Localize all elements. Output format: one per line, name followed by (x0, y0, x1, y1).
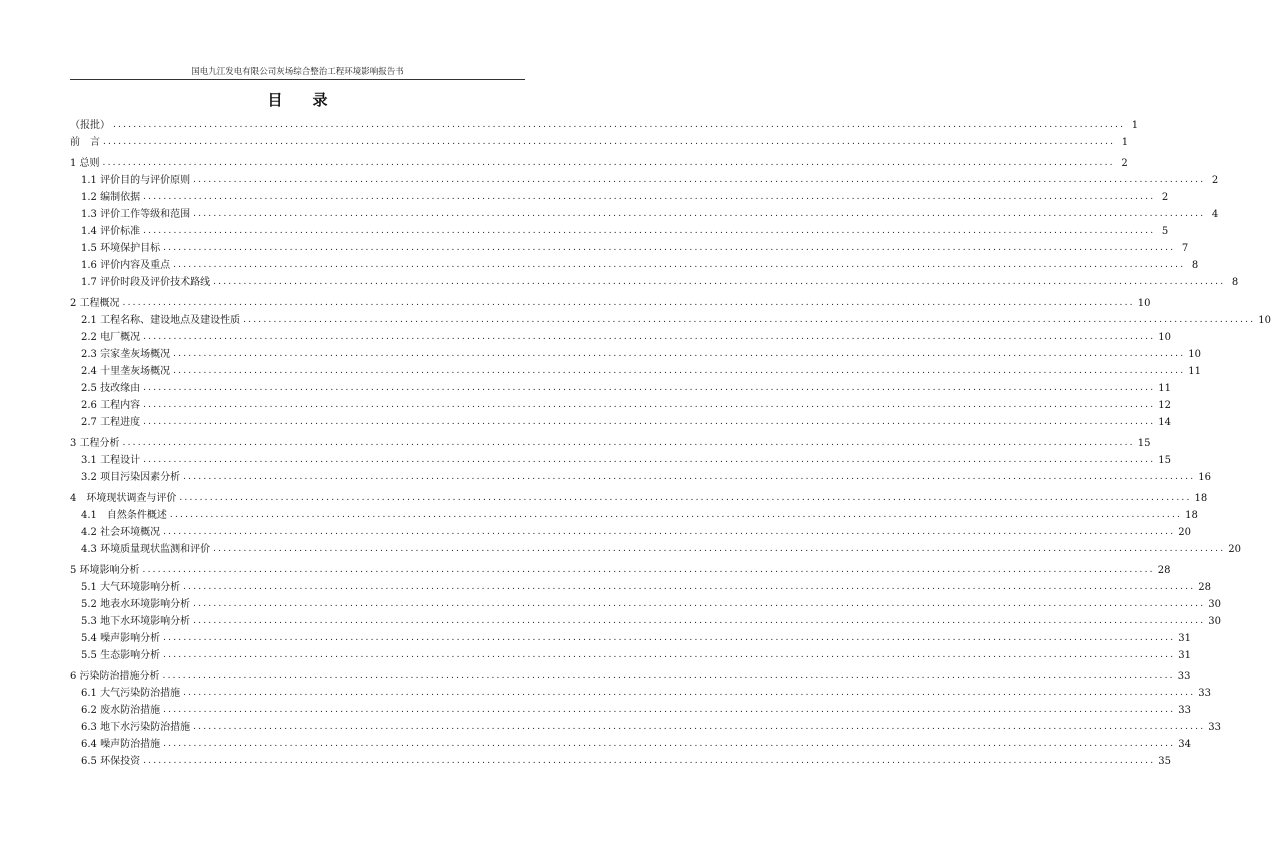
toc-entry-label: 前 言 (70, 137, 100, 148)
toc-page-number: 11 (1158, 383, 1171, 394)
toc-dot-leader: ........................................................................................................................................................................................................ (143, 192, 1156, 202)
toc-dot-leader: ........................................................................................................................................................................................................ (213, 544, 1226, 554)
toc-entry-label: 2.3 宗家垄灰场概况 (81, 349, 171, 360)
toc-dot-leader: ........................................................................................................................................................................................................ (163, 527, 1176, 537)
toc-entry-label: 4.2 社会环境概况 (81, 527, 161, 538)
toc-page-number: 30 (1208, 599, 1221, 610)
toc-dot-leader: ........................................................................................................................................................................................................ (163, 705, 1176, 715)
toc-dot-leader: ........................................................................................................................................................................................................ (142, 565, 1155, 575)
toc-page-number: 10 (1158, 332, 1171, 343)
toc-section-entry[interactable] (70, 223, 1169, 240)
toc-dot-leader: ........................................................................................................................................................................................................ (143, 332, 1156, 342)
toc-dot-leader: ........................................................................................................................................................................................................ (173, 366, 1186, 376)
toc-section-entry[interactable] (70, 507, 1198, 524)
header-rule (70, 79, 525, 80)
page-header: 国电九江发电有限公司灰场综合整治工程环境影响报告书 (191, 67, 404, 77)
toc-page-number: 33 (1198, 688, 1211, 699)
toc-page-number: 2 (1161, 192, 1169, 203)
toc-section-entry[interactable] (70, 172, 1219, 189)
toc-entry-label: 4 环境现状调查与评价 (70, 493, 177, 504)
toc-chapter-entry[interactable] (70, 668, 1191, 685)
toc-dot-leader: ........................................................................................................................................................................................................ (143, 417, 1156, 427)
toc-section-entry[interactable] (70, 329, 1171, 346)
toc-page-number: 35 (1158, 756, 1171, 767)
toc-dot-leader: ........................................................................................................................................................................................................ (143, 400, 1156, 410)
toc-dot-leader: ........................................................................................................................................................................................................ (162, 671, 1175, 681)
toc-page-number: 12 (1158, 400, 1171, 411)
toc-entry-label: 6 污染防治措施分析 (70, 671, 160, 682)
toc-entry-label: 5.4 噪声影响分析 (81, 633, 161, 644)
toc-page-number: 33 (1177, 671, 1191, 682)
toc-section-entry[interactable] (70, 452, 1171, 469)
toc-entry-label: 5 环境影响分析 (70, 565, 140, 576)
toc-page-number: 33 (1208, 722, 1221, 733)
toc-page-number: 2 (1121, 158, 1128, 169)
toc-page-number: 28 (1157, 565, 1171, 576)
toc-dot-leader: ........................................................................................................................................................................................................ (193, 599, 1206, 609)
toc-chapter-entry[interactable] (70, 295, 1151, 312)
toc-entry-label: 5.5 生态影响分析 (81, 650, 161, 661)
toc-page-number: 16 (1198, 472, 1211, 483)
toc-page-number: 10 (1188, 349, 1201, 360)
toc-dot-leader: ........................................................................................................................................................................................................ (183, 688, 1196, 698)
toc-entry-label: 4.1 自然条件概述 (81, 510, 167, 521)
toc-section-entry[interactable] (70, 647, 1191, 664)
toc-entry-label: 2.1 工程名称、建设地点及建设性质 (81, 315, 241, 326)
toc-chapter-entry[interactable] (70, 435, 1151, 452)
toc-page-number: 11 (1188, 366, 1201, 377)
toc-dot-leader: ........................................................................................................................................................................................................ (122, 438, 1135, 448)
toc-section-entry[interactable] (70, 736, 1191, 753)
toc-dot-leader: ........................................................................................................................................................................................................ (173, 349, 1186, 359)
toc-dot-leader: ........................................................................................................................................................................................................ (179, 493, 1192, 503)
toc-section-entry[interactable] (70, 753, 1171, 770)
toc-dot-leader: ........................................................................................................................................................................................................ (213, 277, 1226, 287)
toc-section-entry[interactable] (70, 206, 1219, 223)
toc-entry-label: 6.2 废水防治措施 (81, 705, 161, 716)
toc-dot-leader: ........................................................................................................................................................................................................ (193, 616, 1206, 626)
toc-section-entry[interactable] (70, 274, 1239, 291)
toc-entry-label: 1.3 评价工作等级和范围 (81, 209, 191, 220)
toc-entry-label: 6.5 环保投资 (81, 756, 141, 767)
toc-entry-label: 6.4 噪声防治措施 (81, 739, 161, 750)
toc-section-entry[interactable] (70, 469, 1211, 486)
toc-entry-label: 1 总则 (70, 158, 100, 169)
toc-dot-leader: ........................................................................................................................................................................................................ (103, 137, 1116, 147)
toc-section-entry[interactable] (70, 240, 1189, 257)
toc-dot-leader: ........................................................................................................................................................................................................ (193, 209, 1206, 219)
toc-section-entry[interactable] (70, 414, 1171, 431)
toc-dot-leader: ........................................................................................................................................................................................................ (163, 739, 1176, 749)
toc-page-number: 2 (1211, 175, 1219, 186)
toc-dot-leader: ........................................................................................................................................................................................................ (163, 633, 1176, 643)
toc-dot-leader: ........................................................................................................................................................................................................ (163, 243, 1176, 253)
toc-page-number: 10 (1258, 315, 1271, 326)
toc-dot-leader: ........................................................................................................................................................................................................ (193, 175, 1206, 185)
toc-section-entry[interactable] (70, 702, 1191, 719)
toc-page-number: 14 (1158, 417, 1171, 428)
toc-page-number: 1 (1121, 137, 1129, 148)
toc-entry-label: 1.6 评价内容及重点 (81, 260, 171, 271)
toc-entry-label: 6.3 地下水污染防治措施 (81, 722, 191, 733)
toc-page-number: 4 (1211, 209, 1219, 220)
toc-dot-leader: ........................................................................................................................................................................................................ (113, 120, 1126, 130)
toc-dot-leader: ........................................................................................................................................................................................................ (143, 383, 1156, 393)
toc-page-number: 18 (1185, 510, 1198, 521)
toc-page-number: 15 (1137, 438, 1151, 449)
toc-page-number: 5 (1161, 226, 1169, 237)
toc-entry-label: 3.1 工程设计 (81, 455, 141, 466)
toc-section-entry[interactable] (70, 630, 1191, 647)
toc-entry-label: 1.7 评价时段及评价技术路线 (81, 277, 211, 288)
toc-section-entry[interactable] (70, 596, 1221, 613)
toc-page-number: 15 (1158, 455, 1171, 466)
toc-entry-label: 5.1 大气环境影响分析 (81, 582, 181, 593)
toc-section-entry[interactable] (70, 579, 1211, 596)
toc-entry-label: 1.5 环境保护目标 (81, 243, 161, 254)
toc-page-number: 28 (1198, 582, 1211, 593)
toc-page-number: 18 (1194, 493, 1208, 504)
toc-chapter-entry[interactable] (70, 562, 1171, 579)
toc-dot-leader: ........................................................................................................................................................................................................ (143, 455, 1156, 465)
toc-entry-label: 1.2 编制依据 (81, 192, 141, 203)
toc-section-entry[interactable] (70, 685, 1211, 702)
toc-section-entry[interactable] (70, 719, 1221, 736)
toc-entry-label: 5.2 地表水环境影响分析 (81, 599, 191, 610)
toc-entry-label: 4.3 环境质量现状监测和评价 (81, 544, 211, 555)
toc-dot-leader: ........................................................................................................................................................................................................ (143, 226, 1156, 236)
toc-section-entry[interactable] (70, 380, 1171, 397)
table-of-contents (70, 117, 1271, 770)
toc-entry-label: 2.4 十里垄灰场概况 (81, 366, 171, 377)
toc-section-entry[interactable] (70, 524, 1191, 541)
toc-entry-label: （报批） (70, 120, 110, 131)
toc-entry-label: 2.7 工程进度 (81, 417, 141, 428)
toc-page-number: 30 (1208, 616, 1221, 627)
toc-dot-leader: ........................................................................................................................................................................................................ (173, 260, 1186, 270)
toc-dot-leader: ........................................................................................................................................................................................................ (243, 315, 1256, 325)
toc-section-entry[interactable] (70, 189, 1169, 206)
toc-section-entry[interactable] (70, 363, 1201, 380)
toc-dot-leader: ........................................................................................................................................................................................................ (102, 158, 1115, 168)
toc-section-entry[interactable] (70, 397, 1171, 414)
toc-entry-label: 2.2 电厂概况 (81, 332, 141, 343)
toc-entry-label: 1.1 评价目的与评价原则 (81, 175, 191, 186)
toc-page-number: 8 (1231, 277, 1239, 288)
toc-dot-leader: ........................................................................................................................................................................................................ (183, 582, 1196, 592)
toc-page-number: 1 (1131, 120, 1139, 131)
toc-title: 目 录 (267, 91, 328, 109)
toc-entry-label: 1.4 评价标准 (81, 226, 141, 237)
toc-page-number: 31 (1178, 650, 1191, 661)
toc-entry-label: 3 工程分析 (70, 438, 120, 449)
toc-section-entry[interactable] (70, 257, 1199, 274)
toc-chapter-entry[interactable] (70, 117, 1139, 134)
toc-dot-leader: ........................................................................................................................................................................................................ (169, 510, 1183, 520)
toc-chapter-entry[interactable] (70, 155, 1128, 172)
toc-chapter-entry[interactable] (70, 490, 1208, 507)
toc-entry-label: 6.1 大气污染防治措施 (81, 688, 181, 699)
toc-section-entry[interactable] (70, 346, 1201, 363)
toc-chapter-entry[interactable] (70, 134, 1129, 151)
toc-section-entry[interactable] (70, 312, 1271, 329)
toc-entry-label: 2.5 技改缘由 (81, 383, 141, 394)
toc-entry-label: 2.6 工程内容 (81, 400, 141, 411)
toc-page-number: 7 (1181, 243, 1189, 254)
toc-dot-leader: ........................................................................................................................................................................................................ (163, 650, 1176, 660)
toc-entry-label: 2 工程概况 (70, 298, 120, 309)
toc-page-number: 34 (1178, 739, 1191, 750)
toc-section-entry[interactable] (70, 613, 1221, 630)
toc-page-number: 33 (1178, 705, 1191, 716)
toc-dot-leader: ........................................................................................................................................................................................................ (183, 472, 1196, 482)
toc-entry-label: 5.3 地下水环境影响分析 (81, 616, 191, 627)
toc-page-number: 31 (1178, 633, 1191, 644)
toc-dot-leader: ........................................................................................................................................................................................................ (193, 722, 1206, 732)
toc-page-number: 8 (1191, 260, 1199, 271)
toc-page-number: 20 (1178, 527, 1191, 538)
toc-entry-label: 3.2 项目污染因素分析 (81, 472, 181, 483)
toc-page-number: 10 (1137, 298, 1151, 309)
toc-page-number: 20 (1228, 544, 1241, 555)
toc-section-entry[interactable] (70, 541, 1241, 558)
toc-dot-leader: ........................................................................................................................................................................................................ (122, 298, 1135, 308)
toc-dot-leader: ........................................................................................................................................................................................................ (143, 756, 1156, 766)
